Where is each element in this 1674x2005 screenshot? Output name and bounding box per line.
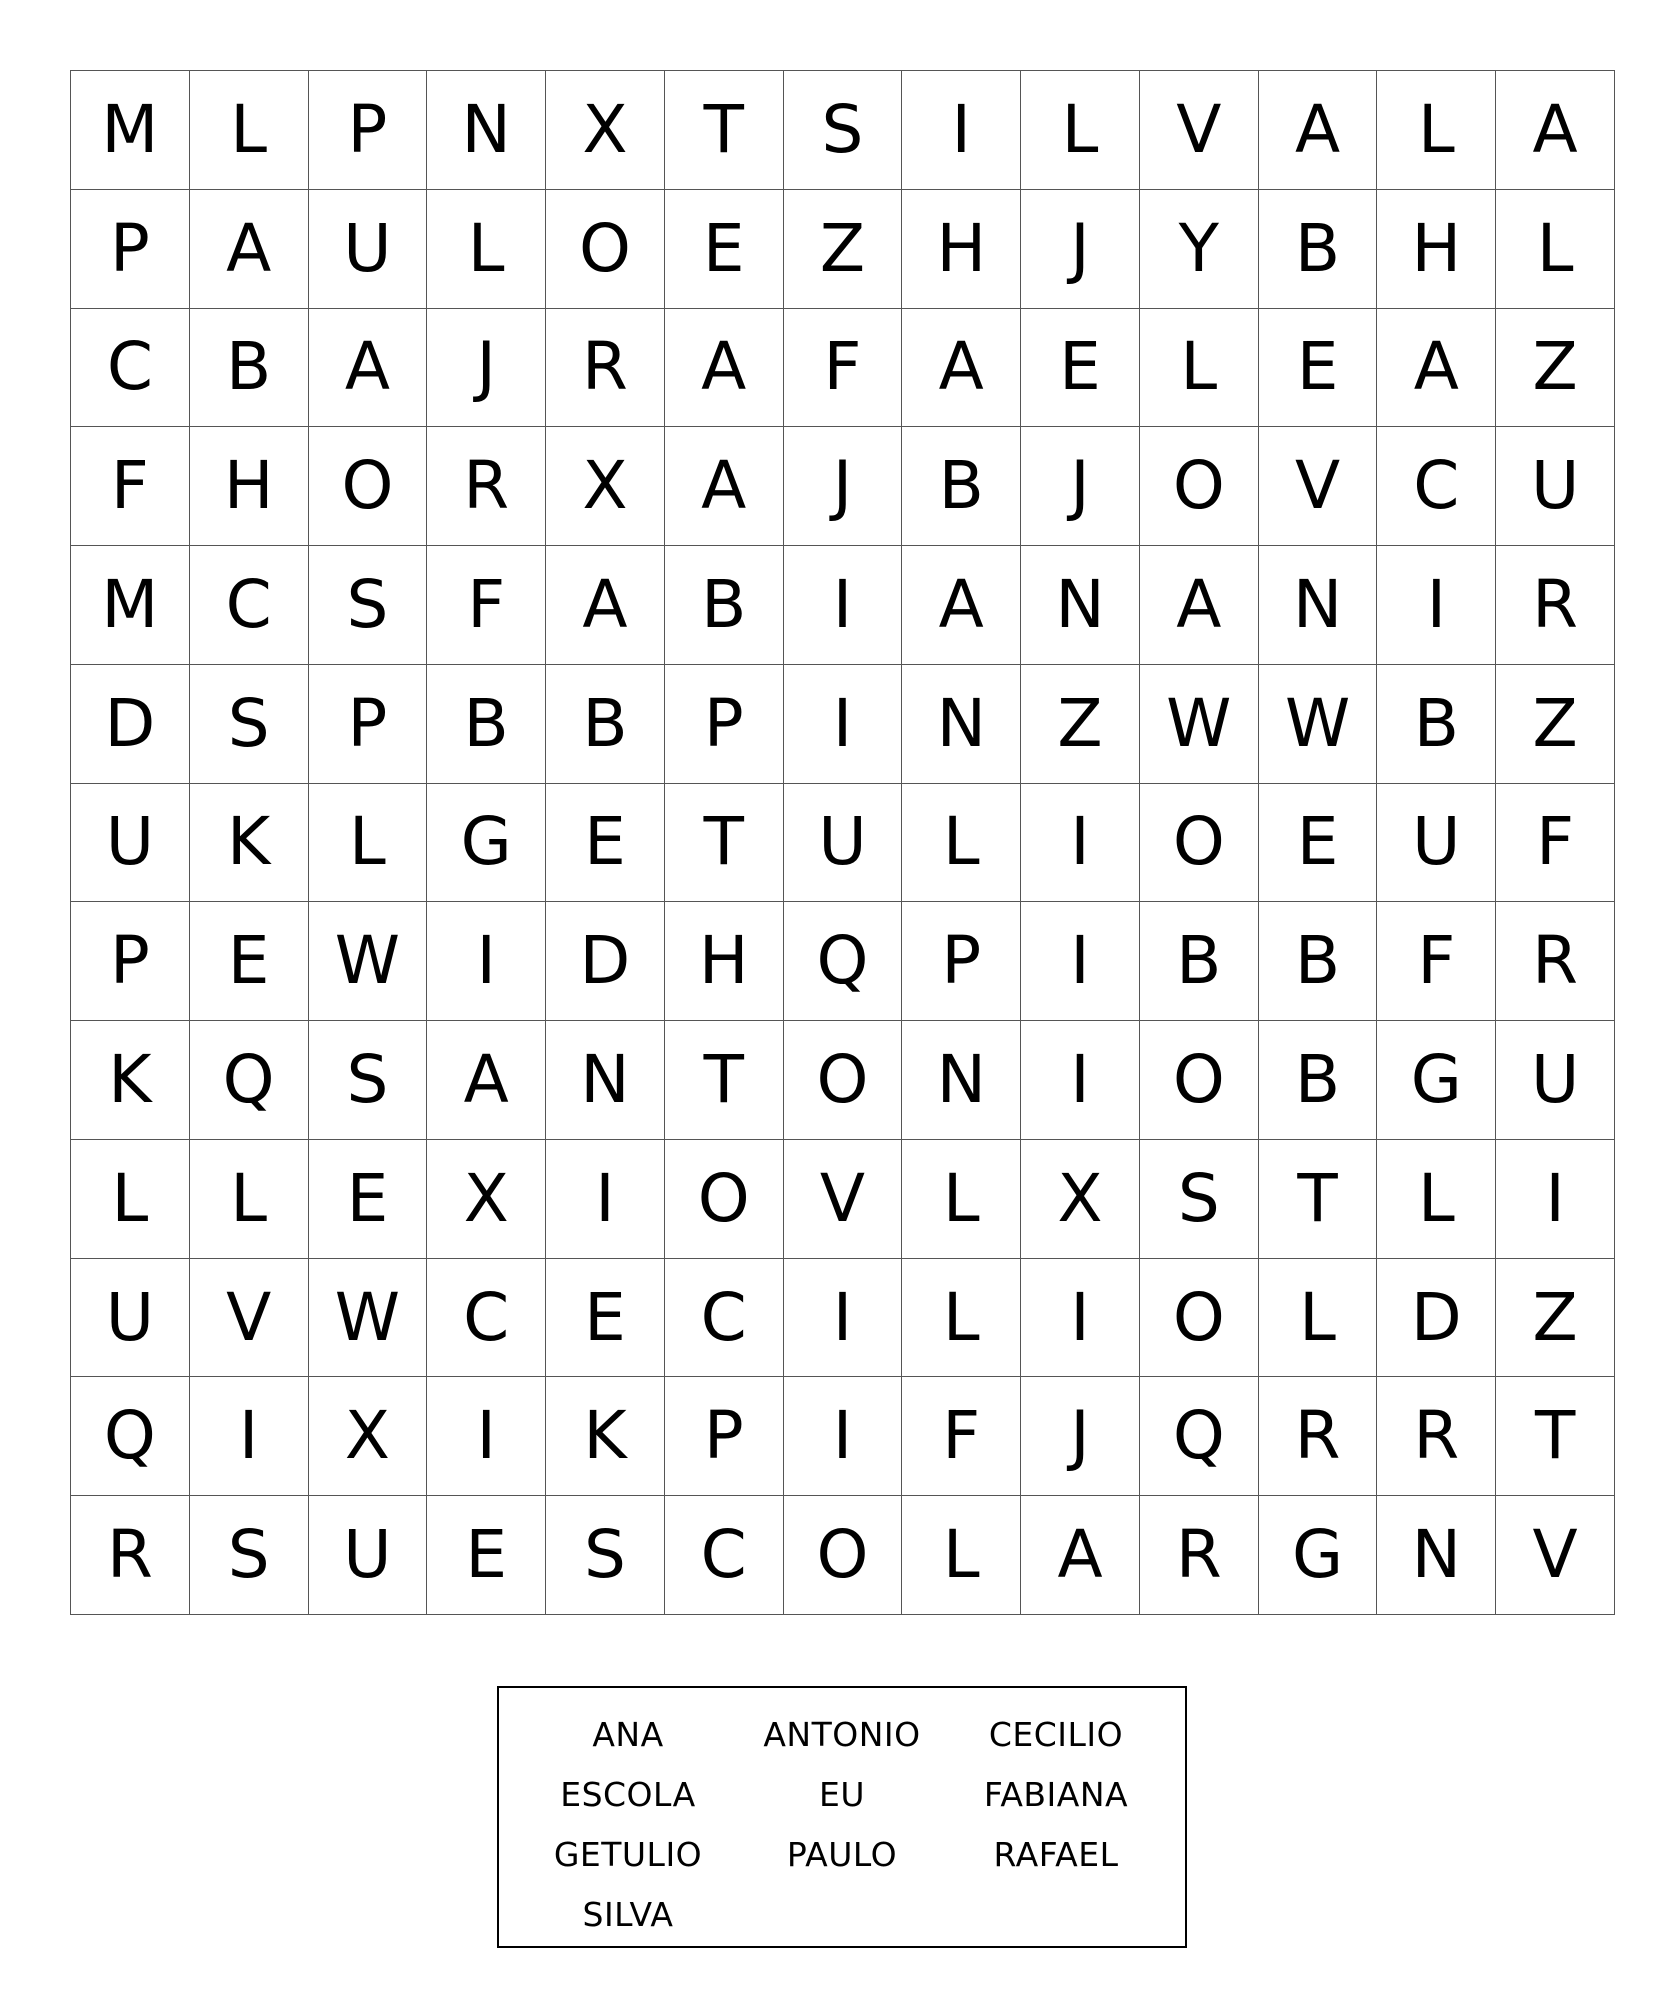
grid-cell[interactable]: M bbox=[71, 546, 190, 665]
grid-cell[interactable]: I bbox=[784, 546, 903, 665]
grid-cell[interactable]: F bbox=[71, 427, 190, 546]
grid-cell[interactable]: L bbox=[1021, 71, 1140, 190]
grid-cell[interactable]: F bbox=[427, 546, 546, 665]
grid-cell[interactable]: P bbox=[902, 902, 1021, 1021]
grid-cell[interactable]: B bbox=[902, 427, 1021, 546]
grid-cell[interactable]: E bbox=[309, 1140, 428, 1259]
grid-cell[interactable]: X bbox=[546, 427, 665, 546]
grid-cell[interactable]: N bbox=[902, 665, 1021, 784]
grid-cell[interactable]: J bbox=[1021, 427, 1140, 546]
grid-cell[interactable]: P bbox=[309, 665, 428, 784]
grid-cell[interactable]: J bbox=[1021, 190, 1140, 309]
grid-cell[interactable]: I bbox=[427, 902, 546, 1021]
grid-cell[interactable]: A bbox=[309, 309, 428, 428]
grid-cell[interactable]: T bbox=[665, 784, 784, 903]
grid-cell[interactable]: T bbox=[665, 1021, 784, 1140]
grid-cell[interactable]: X bbox=[427, 1140, 546, 1259]
grid-cell[interactable]: R bbox=[1259, 1377, 1378, 1496]
grid-cell[interactable]: B bbox=[190, 309, 309, 428]
grid-cell[interactable]: S bbox=[309, 1021, 428, 1140]
grid-cell[interactable]: C bbox=[190, 546, 309, 665]
word-list-item: FABIANA bbox=[983, 1774, 1129, 1814]
grid-cell[interactable]: U bbox=[309, 190, 428, 309]
grid-cell[interactable]: E bbox=[1259, 784, 1378, 903]
grid-cell[interactable]: T bbox=[665, 71, 784, 190]
grid-cell[interactable]: P bbox=[309, 71, 428, 190]
grid-cell[interactable]: G bbox=[1377, 1021, 1496, 1140]
grid-cell[interactable]: R bbox=[1496, 546, 1615, 665]
grid-cell[interactable]: Q bbox=[190, 1021, 309, 1140]
grid-cell[interactable]: A bbox=[1259, 71, 1378, 190]
grid-cell[interactable]: W bbox=[309, 1259, 428, 1378]
grid-cell[interactable]: L bbox=[1377, 71, 1496, 190]
grid-cell[interactable]: A bbox=[902, 309, 1021, 428]
grid-cell[interactable]: I bbox=[1021, 784, 1140, 903]
grid-cell[interactable]: O bbox=[784, 1496, 903, 1615]
grid-cell[interactable]: I bbox=[1021, 1021, 1140, 1140]
grid-cell[interactable]: V bbox=[190, 1259, 309, 1378]
grid-cell[interactable]: E bbox=[546, 784, 665, 903]
grid-cell[interactable]: A bbox=[1021, 1496, 1140, 1615]
grid-cell[interactable]: L bbox=[1259, 1259, 1378, 1378]
grid-cell[interactable]: I bbox=[190, 1377, 309, 1496]
grid-cell[interactable]: L bbox=[190, 1140, 309, 1259]
grid-cell[interactable]: S bbox=[1140, 1140, 1259, 1259]
grid-cell[interactable]: L bbox=[309, 784, 428, 903]
grid-cell[interactable]: R bbox=[1496, 902, 1615, 1021]
grid-cell[interactable]: V bbox=[1140, 71, 1259, 190]
grid-cell[interactable]: U bbox=[784, 784, 903, 903]
grid-cell[interactable]: C bbox=[71, 309, 190, 428]
grid-cell[interactable]: F bbox=[1377, 902, 1496, 1021]
grid-cell[interactable]: P bbox=[665, 1377, 784, 1496]
grid-cell[interactable]: X bbox=[546, 71, 665, 190]
grid-cell[interactable]: N bbox=[1021, 546, 1140, 665]
grid-cell[interactable]: A bbox=[1377, 309, 1496, 428]
grid-cell[interactable]: C bbox=[427, 1259, 546, 1378]
grid-cell[interactable]: H bbox=[190, 427, 309, 546]
grid-cell[interactable]: I bbox=[1021, 902, 1140, 1021]
grid-cell[interactable]: Z bbox=[1496, 1259, 1615, 1378]
grid-cell[interactable]: V bbox=[1496, 1496, 1615, 1615]
grid-cell[interactable]: I bbox=[784, 1259, 903, 1378]
grid-cell[interactable]: Z bbox=[1496, 309, 1615, 428]
grid-cell[interactable]: K bbox=[71, 1021, 190, 1140]
word-list-item: GETULIO bbox=[553, 1834, 703, 1874]
grid-cell[interactable]: B bbox=[427, 665, 546, 784]
grid-cell[interactable]: L bbox=[1140, 309, 1259, 428]
word-list-item: ESCOLA bbox=[560, 1774, 696, 1814]
grid-cell[interactable]: B bbox=[1140, 902, 1259, 1021]
grid-cell[interactable]: I bbox=[1021, 1259, 1140, 1378]
grid-cell[interactable]: T bbox=[1496, 1377, 1615, 1496]
grid-cell[interactable]: H bbox=[1377, 190, 1496, 309]
grid-cell[interactable]: S bbox=[190, 665, 309, 784]
grid-cell[interactable]: X bbox=[309, 1377, 428, 1496]
grid-cell[interactable]: A bbox=[190, 190, 309, 309]
grid-cell[interactable]: F bbox=[1496, 784, 1615, 903]
grid-cell[interactable]: K bbox=[546, 1377, 665, 1496]
grid-cell[interactable]: S bbox=[784, 71, 903, 190]
grid-cell[interactable]: B bbox=[1259, 902, 1378, 1021]
grid-cell[interactable]: U bbox=[1377, 784, 1496, 903]
grid-cell[interactable]: V bbox=[1259, 427, 1378, 546]
grid-cell[interactable]: O bbox=[546, 190, 665, 309]
grid-cell[interactable]: B bbox=[546, 665, 665, 784]
grid-cell[interactable]: A bbox=[902, 546, 1021, 665]
grid-cell[interactable]: N bbox=[1377, 1496, 1496, 1615]
grid-cell[interactable]: A bbox=[665, 427, 784, 546]
grid-cell[interactable]: R bbox=[427, 427, 546, 546]
grid-cell[interactable]: N bbox=[546, 1021, 665, 1140]
grid-cell[interactable]: I bbox=[427, 1377, 546, 1496]
grid-cell[interactable]: V bbox=[784, 1140, 903, 1259]
grid-cell[interactable]: J bbox=[1021, 1377, 1140, 1496]
grid-cell[interactable]: Q bbox=[1140, 1377, 1259, 1496]
grid-cell[interactable]: A bbox=[546, 546, 665, 665]
grid-cell[interactable]: R bbox=[1140, 1496, 1259, 1615]
grid-cell[interactable]: H bbox=[665, 902, 784, 1021]
grid-cell[interactable]: F bbox=[784, 309, 903, 428]
grid-cell[interactable]: E bbox=[546, 1259, 665, 1378]
grid-cell[interactable]: O bbox=[309, 427, 428, 546]
grid-cell[interactable]: N bbox=[1259, 546, 1378, 665]
word-list-item: RAFAEL bbox=[993, 1834, 1119, 1874]
grid-cell[interactable]: C bbox=[1377, 427, 1496, 546]
grid-cell[interactable]: I bbox=[1377, 546, 1496, 665]
grid-cell[interactable]: O bbox=[1140, 1259, 1259, 1378]
grid-cell[interactable]: F bbox=[902, 1377, 1021, 1496]
grid-cell[interactable]: L bbox=[902, 784, 1021, 903]
grid-cell[interactable]: L bbox=[902, 1496, 1021, 1615]
grid-cell[interactable]: P bbox=[71, 902, 190, 1021]
grid-cell[interactable]: O bbox=[665, 1140, 784, 1259]
grid-cell[interactable]: U bbox=[309, 1496, 428, 1615]
grid-cell[interactable]: G bbox=[1259, 1496, 1378, 1615]
grid-cell[interactable]: L bbox=[1377, 1140, 1496, 1259]
grid-cell[interactable]: A bbox=[1496, 71, 1615, 190]
grid-cell[interactable]: O bbox=[1140, 1021, 1259, 1140]
grid-cell[interactable]: Y bbox=[1140, 190, 1259, 309]
grid-cell[interactable]: E bbox=[665, 190, 784, 309]
grid-cell[interactable]: E bbox=[1021, 309, 1140, 428]
grid-cell[interactable]: L bbox=[71, 1140, 190, 1259]
word-list-item: PAULO bbox=[786, 1834, 898, 1874]
grid-cell[interactable]: W bbox=[1140, 665, 1259, 784]
grid-cell[interactable]: U bbox=[1496, 1021, 1615, 1140]
grid-cell[interactable]: B bbox=[1259, 190, 1378, 309]
grid-cell[interactable]: D bbox=[546, 902, 665, 1021]
grid-cell[interactable]: L bbox=[1496, 190, 1615, 309]
grid-cell[interactable]: T bbox=[1259, 1140, 1378, 1259]
grid-cell[interactable]: X bbox=[1021, 1140, 1140, 1259]
grid-cell[interactable]: J bbox=[427, 309, 546, 428]
grid-cell[interactable]: Q bbox=[784, 902, 903, 1021]
grid-cell[interactable]: L bbox=[190, 71, 309, 190]
word-list bbox=[497, 1686, 1187, 1948]
grid-cell[interactable]: R bbox=[546, 309, 665, 428]
grid-cell[interactable]: K bbox=[190, 784, 309, 903]
word-list-item: SILVA bbox=[582, 1894, 674, 1934]
grid-cell[interactable]: I bbox=[784, 665, 903, 784]
grid-cell[interactable]: O bbox=[1140, 784, 1259, 903]
grid-cell[interactable]: R bbox=[71, 1496, 190, 1615]
grid-cell[interactable]: I bbox=[546, 1140, 665, 1259]
grid-cell[interactable]: E bbox=[1259, 309, 1378, 428]
grid-cell[interactable]: S bbox=[546, 1496, 665, 1615]
grid-cell[interactable]: I bbox=[1496, 1140, 1615, 1259]
grid-cell[interactable]: B bbox=[1377, 665, 1496, 784]
grid-cell[interactable]: A bbox=[1140, 546, 1259, 665]
grid-cell[interactable]: I bbox=[784, 1377, 903, 1496]
grid-cell[interactable]: D bbox=[1377, 1259, 1496, 1378]
grid-cell[interactable]: Q bbox=[71, 1377, 190, 1496]
grid-cell[interactable]: O bbox=[784, 1021, 903, 1140]
grid-cell[interactable]: J bbox=[784, 427, 903, 546]
grid-cell[interactable]: M bbox=[71, 71, 190, 190]
grid-cell[interactable]: E bbox=[427, 1496, 546, 1615]
grid-cell[interactable]: A bbox=[665, 309, 784, 428]
word-list-item: ANA bbox=[592, 1714, 664, 1754]
grid-cell[interactable]: D bbox=[71, 665, 190, 784]
grid-cell[interactable]: U bbox=[71, 784, 190, 903]
grid-cell[interactable]: Z bbox=[1021, 665, 1140, 784]
word-list-item: CECILIO bbox=[988, 1714, 1124, 1754]
letter-grid bbox=[70, 70, 1615, 1615]
grid-cell[interactable]: U bbox=[1496, 427, 1615, 546]
grid-cell[interactable]: C bbox=[665, 1496, 784, 1615]
grid-cell[interactable]: B bbox=[665, 546, 784, 665]
grid-cell[interactable]: E bbox=[190, 902, 309, 1021]
grid-cell[interactable]: I bbox=[902, 71, 1021, 190]
grid-cell[interactable]: S bbox=[190, 1496, 309, 1615]
grid-cell[interactable]: N bbox=[427, 71, 546, 190]
grid-cell[interactable]: P bbox=[71, 190, 190, 309]
grid-cell[interactable]: L bbox=[427, 190, 546, 309]
grid-cell[interactable]: Z bbox=[1496, 665, 1615, 784]
grid-cell[interactable]: L bbox=[902, 1259, 1021, 1378]
grid-cell[interactable]: P bbox=[665, 665, 784, 784]
grid-cell[interactable]: L bbox=[902, 1140, 1021, 1259]
grid-cell[interactable]: O bbox=[1140, 427, 1259, 546]
grid-cell[interactable]: S bbox=[309, 546, 428, 665]
grid-cell[interactable]: A bbox=[427, 1021, 546, 1140]
grid-cell[interactable]: B bbox=[1259, 1021, 1378, 1140]
grid-cell[interactable]: G bbox=[427, 784, 546, 903]
grid-cell[interactable]: W bbox=[309, 902, 428, 1021]
grid-cell[interactable]: U bbox=[71, 1259, 190, 1378]
word-list-item: ANTONIO bbox=[763, 1714, 921, 1754]
word-list-item: EU bbox=[818, 1774, 865, 1814]
grid-cell[interactable]: Z bbox=[784, 190, 903, 309]
grid-cell[interactable]: R bbox=[1377, 1377, 1496, 1496]
grid-cell[interactable]: C bbox=[665, 1259, 784, 1378]
grid-cell[interactable]: W bbox=[1259, 665, 1378, 784]
grid-cell[interactable]: H bbox=[902, 190, 1021, 309]
grid-cell[interactable]: N bbox=[902, 1021, 1021, 1140]
